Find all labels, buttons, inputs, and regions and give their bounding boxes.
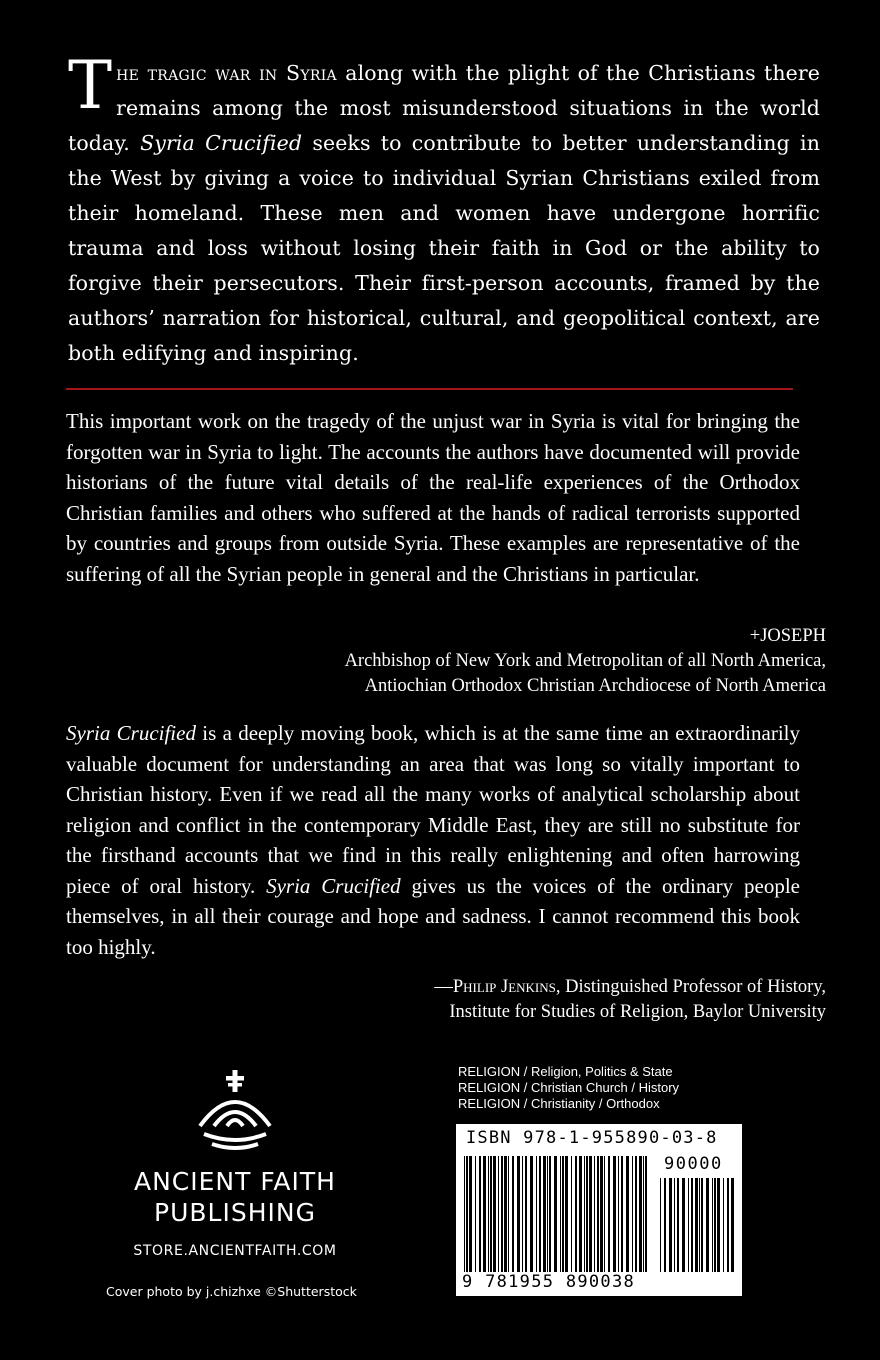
barcode-bar: [562, 1156, 564, 1272]
barcode-bar: [584, 1156, 585, 1272]
barcode-bar: [660, 1178, 661, 1272]
barcode-bar: [618, 1156, 619, 1272]
attribution-dash: —: [434, 977, 453, 997]
reviewer-organization: Antiochian Orthodox Christian Archdiocese of North America: [364, 676, 826, 696]
barcode-bar: [560, 1156, 561, 1272]
category-item: RELIGION / Religion, Politics & State: [458, 1064, 673, 1079]
barcode-bar: [674, 1178, 675, 1272]
barcode-bar: [594, 1156, 595, 1272]
barcode-bar: [565, 1156, 568, 1272]
barcode-bar: [589, 1156, 592, 1272]
review-jenkins-attribution: [434, 975, 826, 1025]
barcode-bar: [547, 1156, 548, 1272]
barcode-bar: [490, 1156, 492, 1272]
barcode-bar: [508, 1156, 509, 1272]
barcode-bar: [688, 1178, 689, 1272]
barcode-bar: [645, 1156, 647, 1272]
barcode-bar: [479, 1156, 481, 1272]
publisher-name: [105, 1166, 365, 1228]
photo-credit: Cover photo by j.chizhxe ©Shutterstock: [106, 1284, 357, 1299]
review-book-title: Syria Crucified: [66, 721, 196, 745]
barcode-bar: [543, 1156, 546, 1272]
barcode-bar: [677, 1178, 679, 1272]
barcode-bar: [632, 1156, 633, 1272]
barcode-bar: [466, 1156, 468, 1272]
publisher-name-line2: PUBLISHING: [154, 1198, 316, 1227]
barcode-bar: [530, 1156, 533, 1272]
blurb-smallcaps-lead: he tragic war in Syria: [116, 61, 337, 85]
barcode-bar: [493, 1156, 496, 1272]
barcode-bar: [501, 1156, 503, 1272]
ean-number: 9 781955 890038: [462, 1272, 636, 1292]
store-url: STORE.ANCIENTFAITH.COM: [133, 1243, 337, 1259]
barcode-bar: [488, 1156, 489, 1272]
barcode-bar: [525, 1156, 527, 1272]
barcode-bar: [682, 1178, 685, 1272]
blurb-text-2: seeks to contribute to better understanding in the West by giving a voice to individual Syrian Christians exiled from their homeland. These men and women have undergone horrific trauma and loss without losing their faith in God or the ability to forgive their persecutors. Their first-person accounts, framed by the authors’ narration for historical, cultural, and geopolitical context, are both edifying and inspiring.: [68, 131, 820, 365]
barcode-bar: [597, 1156, 599, 1272]
barcode-bar: [464, 1156, 465, 1272]
red-divider: [66, 388, 793, 390]
barcode-bar: [539, 1156, 541, 1272]
barcode-bar: [536, 1156, 537, 1272]
barcode-bar: [643, 1156, 644, 1272]
reviewer-title: , Distinguished Professor of History,: [555, 977, 826, 997]
barcode-bar: [635, 1156, 637, 1272]
reviewer-name-line: [434, 975, 826, 1000]
review-jenkins: [66, 718, 800, 962]
blurb-text-1: along with the plight of the Christians there remains among the most misunderstood situations in the world today.: [68, 61, 820, 155]
barcode-bar: [554, 1156, 557, 1272]
reviewer-organization: Institute for Studies of Religion, Baylor University: [449, 1002, 826, 1022]
category-item: RELIGION / Christian Church / History: [458, 1080, 680, 1095]
barcode-bar: [469, 1156, 472, 1272]
barcode-bar: [717, 1178, 720, 1272]
barcode-bars: [456, 1124, 742, 1296]
barcode-bar: [731, 1178, 734, 1272]
review-book-title-2: Syria Crucified: [266, 873, 401, 898]
barcode-bar: [613, 1156, 616, 1272]
reviewer-name: Philip Jenkins: [452, 977, 556, 997]
price-code: 90000: [664, 1154, 723, 1174]
barcode-bar: [669, 1178, 672, 1272]
barcode-bar: [691, 1178, 693, 1272]
barcode-bar: [608, 1156, 610, 1272]
blurb-book-title: Syria Crucified: [140, 131, 303, 155]
barcode-bar: [712, 1178, 713, 1272]
isbn-barcode: [456, 1124, 742, 1296]
barcode-bar: [621, 1156, 623, 1272]
barcode-bar: [639, 1156, 642, 1272]
barcode-bar: [586, 1156, 588, 1272]
barcode-bar: [475, 1156, 476, 1272]
publisher-name-line1: ANCIENT FAITH: [134, 1167, 336, 1196]
barcode-bar: [699, 1178, 700, 1272]
barcode-bar: [727, 1178, 729, 1272]
barcode-bar: [723, 1178, 724, 1272]
barcode-bar: [701, 1178, 703, 1272]
barcode-bar: [695, 1178, 698, 1272]
church-dome-cross-icon: [180, 1068, 290, 1158]
bisac-categories: [458, 1064, 679, 1112]
barcode-bar: [664, 1178, 666, 1272]
barcode-bar: [522, 1156, 523, 1272]
barcode-bar: [714, 1178, 716, 1272]
barcode-bar: [512, 1156, 514, 1272]
review-jenkins-text-1: is a deeply moving book, which is at the same time an extraordinarily valuable document for understanding an area that was long so vitally important to Christian history. Even if we read all the many works of analytical scholarship about religion and conflict in the contemporary Middle East, they are still no substitute for the firsthand accounts that we find in this really enlightening and often harrowing piece of oral history.: [66, 721, 800, 898]
drop-cap: T: [68, 47, 113, 124]
review-joseph: This important work on the tragedy of the unjust war in Syria is vital for bringing the forgotten war in Syria to light. The accounts the authors have documented will provide historians of the future vital details of the real-life experiences of the Orthodox Christian families and others who suffered at the hands of radical terrorists supported by countries and groups from outside Syria. These examples are representative of the suffering of all the Syrian people in general and the Christians in particular.: [66, 409, 800, 586]
isbn-text: ISBN 978-1-955890-03-8: [466, 1128, 718, 1148]
barcode-bar: [600, 1156, 603, 1272]
barcode-bar: [706, 1178, 709, 1272]
review-joseph-attribution: [345, 624, 826, 699]
barcode-bar: [604, 1156, 605, 1272]
description-blurb: [68, 47, 820, 371]
barcode-bar: [483, 1156, 486, 1272]
category-item: RELIGION / Christianity / Orthodox: [458, 1096, 660, 1111]
barcode-bar: [517, 1156, 520, 1272]
reviewer-title: Archbishop of New York and Metropolitan of all North America,: [344, 651, 826, 671]
barcode-bar: [626, 1156, 629, 1272]
barcode-bar: [549, 1156, 551, 1272]
barcode-bar: [498, 1156, 499, 1272]
review-jenkins-text-2: gives us the voices of the ordinary people themselves, in all their courage and hope and sadness. I cannot recommend this book too highly.: [66, 873, 800, 959]
barcode-bar: [579, 1156, 582, 1272]
publisher-logo: [105, 1068, 365, 1259]
barcode-bar: [571, 1156, 572, 1272]
reviewer-name: +JOSEPH: [749, 626, 826, 646]
barcode-bar: [504, 1156, 507, 1272]
barcode-bar: [575, 1156, 577, 1272]
